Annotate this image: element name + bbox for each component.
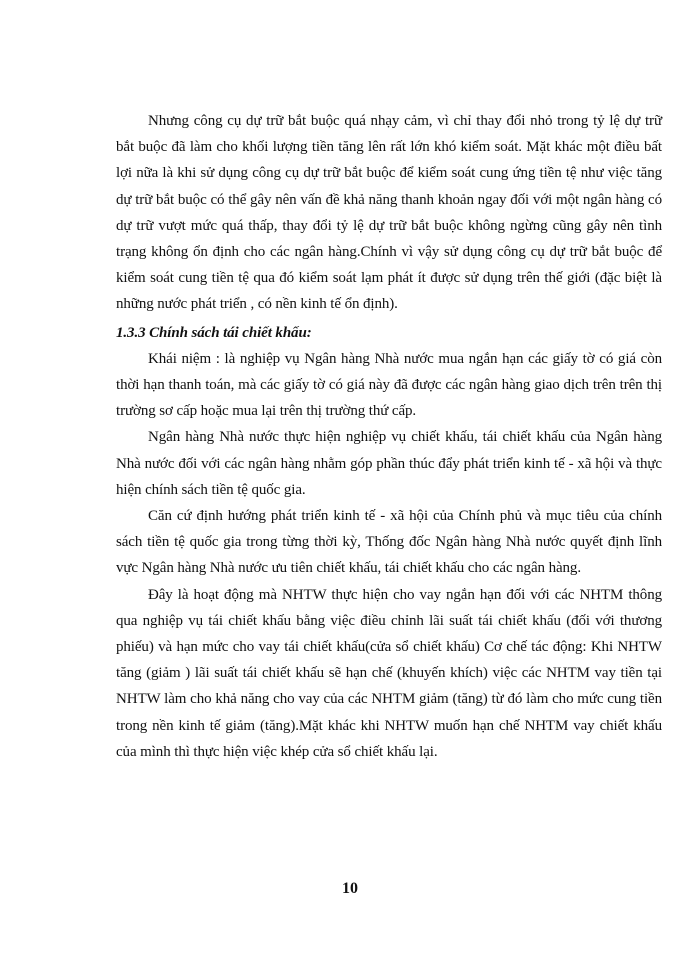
section-heading: 1.3.3 Chính sách tái chiết khấu:	[116, 324, 312, 341]
paragraph-priority-sectors: Căn cứ định hướng phát triển kinh tế - xã hội của Chính phủ và mục tiêu của chính sách tiền tệ quốc gia trong từng thời kỳ, Thống đốc Ngân hàng Nhà nước quyết định lĩnh vực Ngân hàng Nhà nước ưu tiên chiết khấu, tái chiết khấu cho các ngân hàng.	[116, 508, 662, 577]
paragraph-definition: Khái niệm : là nghiệp vụ Ngân hàng Nhà nước mua ngắn hạn các giấy tờ có giá còn thời hạn thanh toán, mà các giấy tờ có giá này đã được các ngân hàng giao dịch trên trên thị trường sơ cấp hoặc mua lại trên thị trường thứ cấp.	[116, 350, 662, 420]
page-number: 10	[342, 880, 358, 897]
paragraph-reserve-requirement: Nhưng công cụ dự trữ bắt buộc quá nhạy cảm, vì chỉ thay đổi nhỏ trong tỷ lệ dự trữ bắt buộc đã làm cho khối lượng tiền tăng lên rất lớn khó kiểm soát. Mặt khác một điều bất lợi nữa là khi sử dụng công cụ dự trữ bắt buộc để kiểm soát cung ứng tiền tệ như việc tăng dự trữ bắt buộc có thể gây nên vấn đề khả năng thanh khoản ngay đối với một ngân hàng có dự trữ vượt mức quá thấp, thay đổi tỷ lệ dự trữ bắt buộc không ngừng cũng gây nên tình trạng không ổn định cho các ngân hàng.Chính vì vậy sử dụng công cụ dự trữ bắt buộc để kiểm soát cung tiền tệ qua đó kiểm soát lạm phát ít được sử dụng trên thế giới (đặc biệt là những nước phát triển , có nền kinh tế ổn định).	[116, 113, 662, 313]
document-body	[116, 108, 662, 765]
paragraph-discount-operation: Ngân hàng Nhà nước thực hiện nghiệp vụ chiết khấu, tái chiết khấu của Ngân hàng Nhà nước đối với các ngân hàng nhằm góp phần thúc đẩy phát triển kinh tế - xã hội và thực hiện chính sách tiền tệ quốc gia.	[116, 429, 662, 498]
paragraph-mechanism: Đây là hoạt động mà NHTW thực hiện cho vay ngắn hạn đối với các NHTM thông qua nghiệp vụ tái chiết khấu bằng việc điều chỉnh lãi suất tái chiết khấu (đối với thương phiếu) và hạn mức cho vay tái chiết khấu(cửa sổ chiết khấu) Cơ chế tác động: Khi NHTW tăng (giảm ) lãi suất tái chiết khấu sẽ hạn chế (khuyến khích) việc các NHTM vay tiền tại NHTW làm cho khả năng cho vay của các NHTM giảm (tăng) từ đó làm cho mức cung tiền trong nền kinh tế giảm (tăng).Mặt khác khi NHTW muốn hạn chế NHTM vay chiết khấu của mình thì thực hiện việc khép cửa sổ chiết khấu lại.	[116, 586, 662, 760]
